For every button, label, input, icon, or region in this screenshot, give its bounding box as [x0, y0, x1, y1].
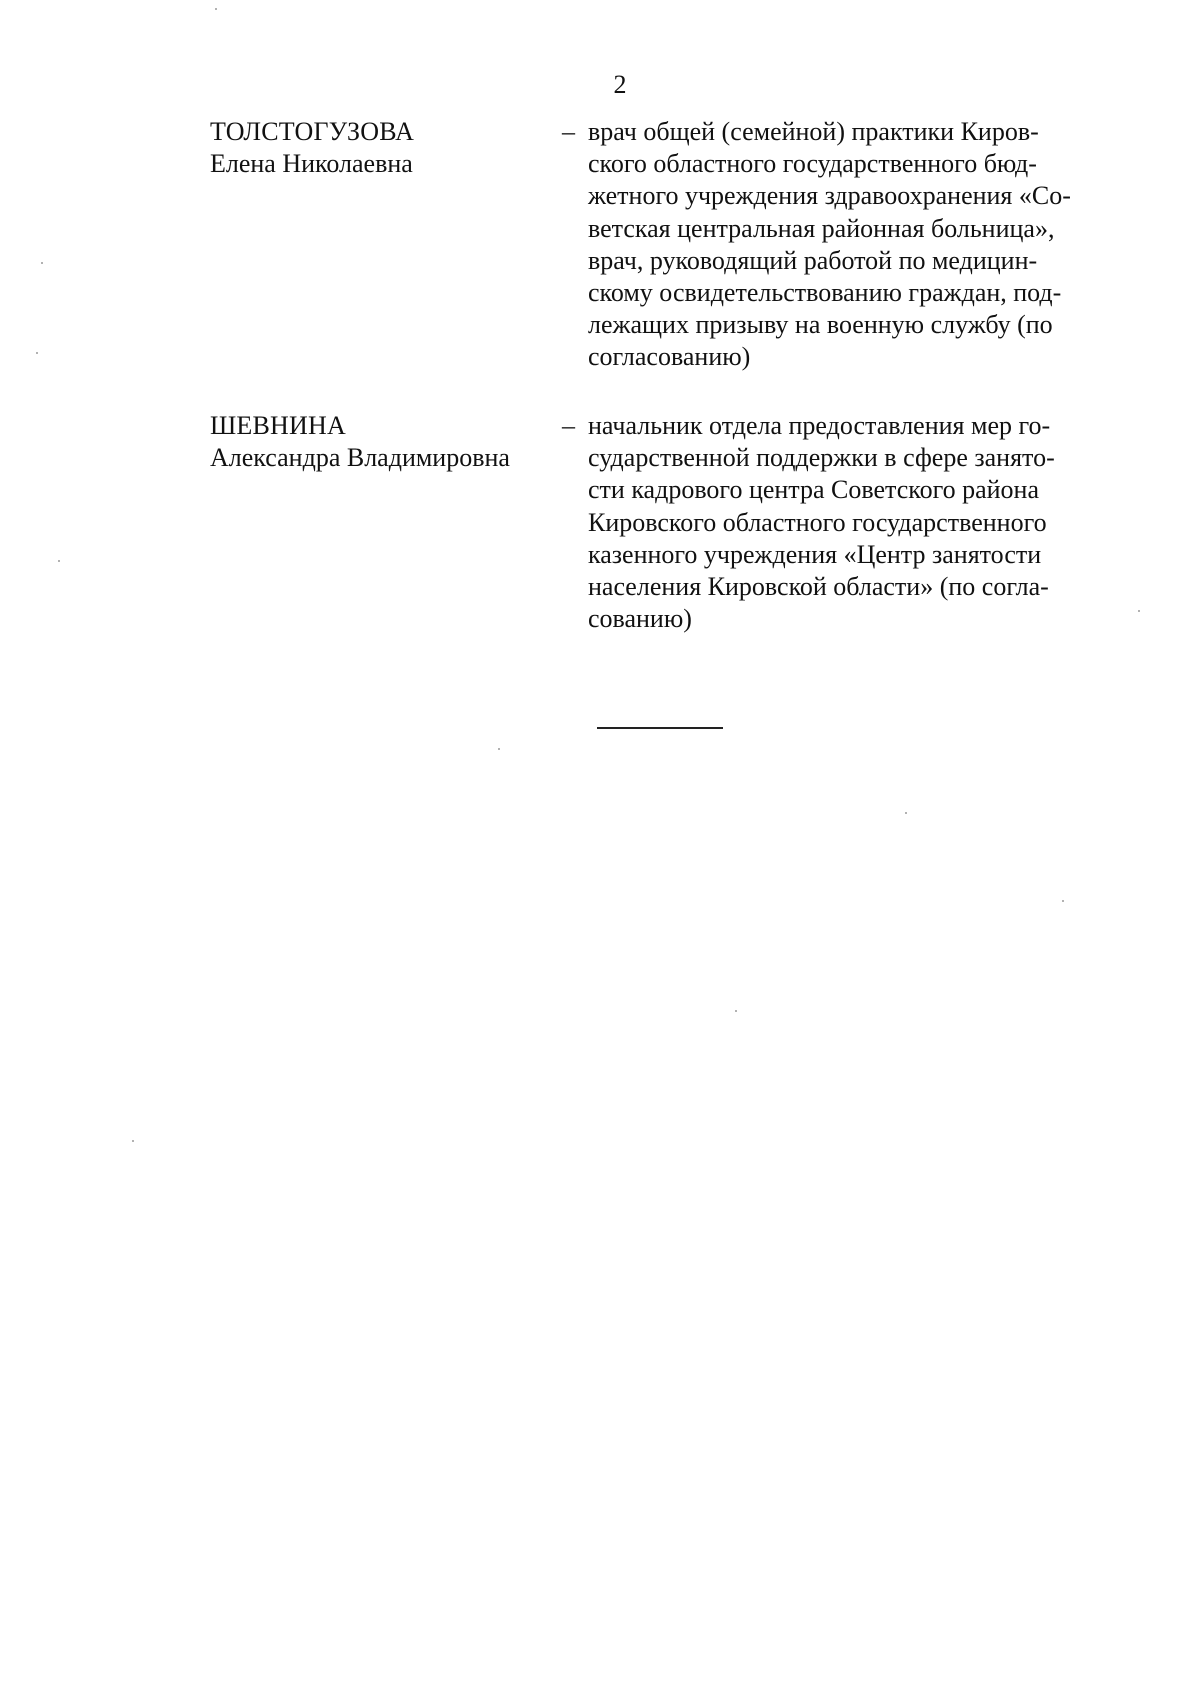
member-position-description: врач общей (семейной) практики Киров- ского областного государственного бюд- жетного учреждения здравоохранения «Со- ветская центральная районная больница», врач, руководящий работой по медицин- скому освидетельствованию граждан, под- лежащих призыву на военную службу (по согласованию): [588, 117, 1071, 372]
scan-speck: [498, 748, 500, 750]
scan-speck: [132, 1140, 134, 1142]
member-given-names: Елена Николаевна: [210, 149, 413, 178]
scan-speck: [41, 262, 43, 264]
member-given-names: Александра Владимировна: [210, 443, 510, 472]
member-name: [210, 410, 550, 474]
member-surname: ТОЛСТОГУЗОВА: [210, 117, 415, 146]
member-surname: ШЕВНИНА: [210, 411, 346, 440]
member-position-description: начальник отдела предоставления мер го- сударственной поддержки в сфере занято- сти кадрового центра Советского района Кировского областного государственного казенного учреждения «Центр занятости населения Кировской области» (по согла- сованию): [588, 411, 1055, 634]
scan-speck: [58, 560, 60, 562]
scan-speck: [1138, 610, 1140, 612]
scan-speck: [215, 8, 217, 10]
closing-divider: [597, 727, 723, 729]
entry-dash: –: [562, 117, 575, 146]
scan-speck: [36, 352, 38, 354]
page-number: 2: [613, 70, 627, 99]
member-name: [210, 116, 550, 180]
entry-dash: –: [562, 411, 575, 440]
scan-speck: [905, 812, 907, 814]
scan-speck: [1062, 900, 1064, 902]
scan-speck: [735, 1010, 737, 1012]
